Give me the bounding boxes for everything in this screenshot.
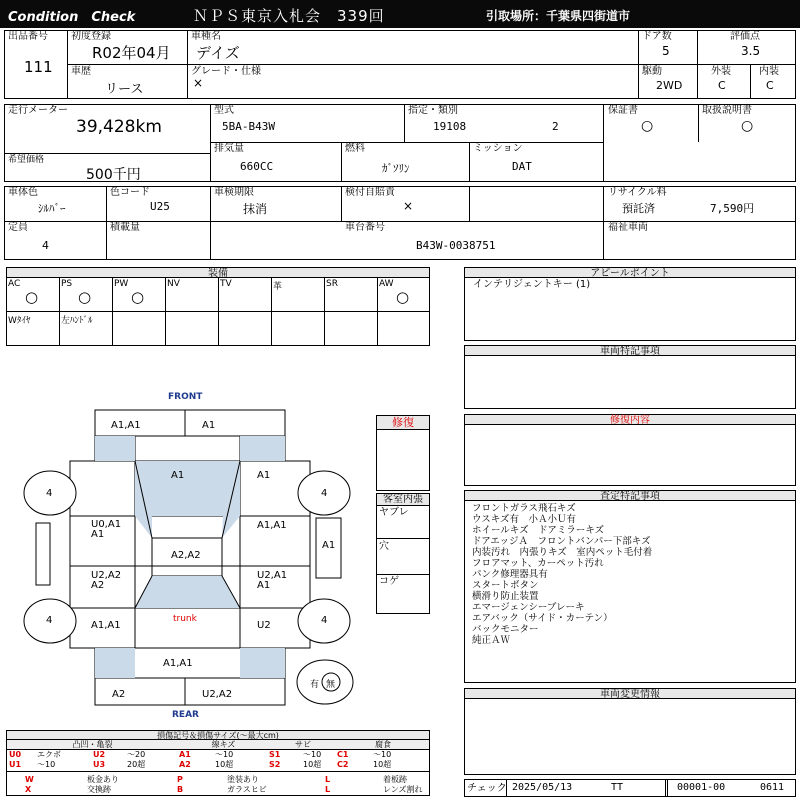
legend-code: S2 (269, 760, 281, 769)
warranty-mark: ○ (641, 118, 654, 134)
rear-label: REAR (172, 710, 199, 720)
equipment-label: AW (379, 279, 394, 289)
inspection-note-line: 純正ＡＷ (472, 635, 511, 646)
spare-tire-mark: 無 (326, 680, 336, 690)
category-label: 指定・類別 (408, 105, 458, 116)
legend-meaning: 交換跡 (87, 785, 111, 794)
mark-quarter-left: A1,A1 (91, 620, 121, 631)
manual-mark: ○ (741, 118, 754, 134)
equipment-extra: 左ﾊﾝﾄﾞﾙ (61, 316, 93, 326)
color-code: U25 (150, 200, 170, 213)
inspection-note-line: フロアマット、カーペット汚れ (472, 558, 604, 569)
tire-rear-right: 4 (321, 615, 328, 626)
interior-grade: C (766, 79, 774, 92)
legend-code: L (325, 775, 331, 784)
legend-column-title: 腐食 (337, 740, 429, 750)
equipment-label: AC (8, 279, 21, 289)
doors-label: ドア数 (642, 31, 672, 42)
inspection-notes-title: 査定特記事項 (465, 491, 795, 501)
car-diagram (6, 385, 366, 725)
interior-label: 内装 (759, 66, 779, 77)
equipment-label: TV (220, 279, 232, 289)
inspection-notes-list (472, 503, 652, 646)
equipment-divider (218, 278, 219, 346)
mark-rear-bumper-right: U2,A2 (202, 689, 233, 700)
recycle-status: 預託済 (622, 202, 655, 215)
equipment-mark: ○ (131, 288, 145, 306)
spare-tire-label: 有 (310, 680, 320, 690)
displacement: 660CC (240, 160, 274, 173)
header-bar (0, 0, 800, 28)
mission: DAT (512, 160, 532, 173)
appeal-title: アピールポイント (465, 268, 795, 278)
model-code: 5BA-B43W (222, 120, 275, 133)
history: リース (105, 82, 144, 97)
legend-size: 10超 (303, 760, 322, 769)
equipment-mark: ○ (78, 288, 92, 306)
equipment-divider (165, 278, 166, 346)
category-number: 19108 (433, 120, 467, 133)
score: 3.5 (741, 44, 761, 58)
lot-number: 111 (24, 58, 53, 76)
car-name-label: 車種名 (191, 31, 221, 42)
equipment-divider (112, 278, 113, 346)
interior-tear: ヤブレ (379, 507, 409, 518)
legend-meaning: 塗装あり (227, 775, 259, 784)
doors: 5 (662, 44, 670, 58)
equipment-divider (271, 278, 272, 346)
legend-separator (7, 771, 429, 772)
first-registration: R02年04月 (92, 44, 171, 62)
recycle-label: リサイクル料 (608, 187, 667, 198)
inspection-note-line: エアバック（サイド・カーテン） (472, 613, 613, 624)
equipment-label: NV (167, 279, 180, 289)
grade: × (193, 76, 204, 90)
legend-code: C1 (337, 750, 349, 759)
equipment-mark: ○ (396, 288, 410, 306)
equipment-label: 革 (273, 282, 283, 292)
legend-code: U2 (93, 750, 106, 759)
mark-front-bumper-right: A1 (202, 420, 216, 431)
legend-code: A1 (179, 750, 191, 759)
equipment-title: 装備 (7, 268, 429, 278)
history-label: 車歴 (71, 66, 91, 77)
fuel-label: 燃料 (345, 143, 365, 154)
tire-rear-left: 4 (46, 615, 53, 626)
legend-size: 〜10 (303, 750, 322, 759)
mileage: 39,428km (76, 117, 162, 137)
equipment-label: SR (326, 279, 338, 289)
mark-door-left-rear: U2,A2 A2 (91, 570, 122, 591)
mark-front-bumper-left: A1,A1 (111, 420, 141, 431)
inspection-expiry: 抹消 (243, 202, 268, 216)
welfare-label: 福祉車両 (608, 222, 648, 233)
legend-code: P (177, 775, 183, 784)
change-info-box (464, 688, 796, 775)
legend-meaning: 板金あり (87, 775, 119, 784)
insurance: × (403, 199, 414, 213)
drive-label: 駆動 (642, 66, 662, 77)
mark-roof: A2,A2 (171, 550, 201, 561)
grade-label: グレード・仕様 (191, 66, 261, 77)
legend-column-title: 線キズ (178, 740, 269, 750)
legend-code: S1 (269, 750, 281, 759)
footer-code: 00001-00 (677, 782, 726, 793)
mark-door-right-front: A1,A1 (257, 520, 287, 531)
chassis-number: B43W-0038751 (416, 239, 496, 252)
front-label: FRONT (168, 392, 203, 402)
manual-label: 取扱説明書 (702, 105, 752, 116)
repair-detail-title: 修復内容 (465, 415, 795, 425)
inspection-note-line: ドアエッジＡ フロントバンパー下部キズ (472, 536, 651, 547)
checker-initials: TT (611, 782, 624, 793)
legend-code: L (325, 785, 331, 794)
legend-size: 〜10 (215, 750, 234, 759)
equipment-mark: ○ (25, 288, 39, 306)
mark-quarter-right: U2 (257, 620, 271, 631)
inspection-note-line: ホイールキズ ドアミラーキズ (472, 525, 605, 536)
check-label: チェック (467, 783, 507, 794)
legend-code: X (25, 785, 32, 794)
interior-title: 客室内張 (377, 494, 429, 506)
legend-size: 10超 (215, 760, 234, 769)
body-color: ｼﾙﾊﾞｰ (38, 202, 66, 215)
fuel: ｶﾞｿﾘﾝ (382, 162, 410, 175)
drive: 2WD (656, 79, 683, 92)
inspection-note-line: バックモニター (472, 624, 539, 635)
interior-hole: 穴 (379, 541, 389, 552)
interior-burn: コゲ (379, 576, 399, 587)
inspection-label: 車検期限 (214, 187, 254, 198)
mark-door-left-front: U0,A1 A1 (91, 519, 122, 540)
special-notes-title: 車両特記事項 (465, 346, 795, 356)
legend-meaning: ガラスヒビ (227, 785, 267, 794)
legend-meaning: レンズ割れ (383, 785, 423, 794)
tire-front-left: 4 (46, 488, 53, 499)
pickup-location: 引取場所：千葉県四街道市 (486, 9, 631, 23)
equipment-label: PS (61, 279, 73, 289)
exterior-grade: C (718, 79, 726, 92)
first-registration-label: 初度登録 (71, 31, 111, 42)
exterior-label: 外装 (711, 66, 731, 77)
tire-front-right: 4 (321, 488, 328, 499)
price-label: 希望価格 (8, 155, 45, 165)
mileage-label: 走行メーター (8, 105, 68, 116)
mark-right-mirror: A1 (322, 540, 336, 551)
legend-table (7, 740, 429, 795)
check-date: 2025/05/13 (512, 782, 573, 793)
inspection-note-line: 横滑り防止装置 (472, 591, 539, 602)
legend-code: B (177, 785, 184, 794)
capacity: 4 (42, 239, 49, 252)
legend-code: U0 (9, 750, 22, 759)
legend-size: 〜20 (127, 750, 146, 759)
change-info-title: 車両変更情報 (465, 689, 795, 699)
legend-size: 〜10 (37, 760, 56, 769)
legend-column-title: 凸凹・亀裂 (7, 740, 178, 750)
model-label: 型式 (214, 105, 234, 116)
equipment-divider (324, 278, 325, 346)
footer-number: 0611 (760, 782, 785, 793)
legend-code: C2 (337, 760, 349, 769)
mark-rear-top: A1,A1 (163, 658, 193, 669)
legend-size: 〜10 (373, 750, 392, 759)
color-code-label: 色コード (110, 187, 150, 198)
inspection-note-line: フロントガラス飛石キズ (472, 503, 576, 514)
legend-code: U1 (9, 760, 22, 769)
inspection-note-line: ウスキズ有 小Ａ小Ｕ有 (472, 514, 577, 525)
equipment-extra: Wﾀｲﾔ (8, 316, 31, 326)
inspection-note-line: パンク修理器具有 (472, 569, 548, 580)
legend-code: A2 (179, 760, 191, 769)
mission-label: ミッション (473, 143, 523, 154)
inspection-note-line: スタートボタン (472, 580, 539, 591)
legend-size: 20超 (127, 760, 146, 769)
mark-hood: A1 (171, 470, 185, 481)
legend-meaning: 着板跡 (383, 775, 407, 784)
legend-column-title: サビ (269, 740, 337, 750)
header-left-title: Condition Check (8, 10, 136, 25)
legend-size: 10超 (373, 760, 392, 769)
load-label: 積載量 (110, 222, 140, 233)
mark-door-right-rear: U2,A1 A1 (257, 570, 288, 591)
mark-fender-right-top: A1 (257, 470, 271, 481)
equipment-label: PW (114, 279, 129, 289)
capacity-label: 定員 (8, 222, 28, 233)
header-center-title: ＮＰＳ東京入札会 339回 (193, 7, 385, 25)
lot-number-label: 出品番号 (8, 31, 48, 42)
car-name: デイズ (196, 44, 240, 62)
recycle-fee: 7,590円 (710, 202, 755, 215)
legend-code: W (25, 775, 34, 784)
equipment-divider (59, 278, 60, 346)
displacement-label: 排気量 (214, 143, 244, 154)
warranty-label: 保証書 (608, 105, 638, 116)
equipment-divider (377, 278, 378, 346)
legend-code: U3 (93, 760, 106, 769)
chassis-label: 車台番号 (345, 222, 385, 233)
score-label: 評価点 (730, 31, 760, 42)
trunk-label: trunk (173, 614, 197, 624)
inspection-note-line: エマージェンシーブレーキ (472, 602, 585, 613)
price: 500千円 (86, 167, 141, 183)
repair-title: 修復 (377, 416, 429, 430)
mark-rear-bumper-left: A2 (112, 689, 126, 700)
appeal-text: インテリジェントキー (1) (473, 279, 591, 290)
body-color-label: 車体色 (8, 187, 38, 198)
legend-title: 損傷記号＆損傷サイズ(〜最大cm) (7, 731, 429, 740)
inspection-note-line: 内装汚れ 内張りキズ 室内ペット毛付着 (472, 547, 653, 558)
insurance-label: 検付自賠責 (345, 187, 395, 198)
legend-size: エクボ (37, 750, 61, 759)
category-sub: 2 (552, 120, 559, 133)
